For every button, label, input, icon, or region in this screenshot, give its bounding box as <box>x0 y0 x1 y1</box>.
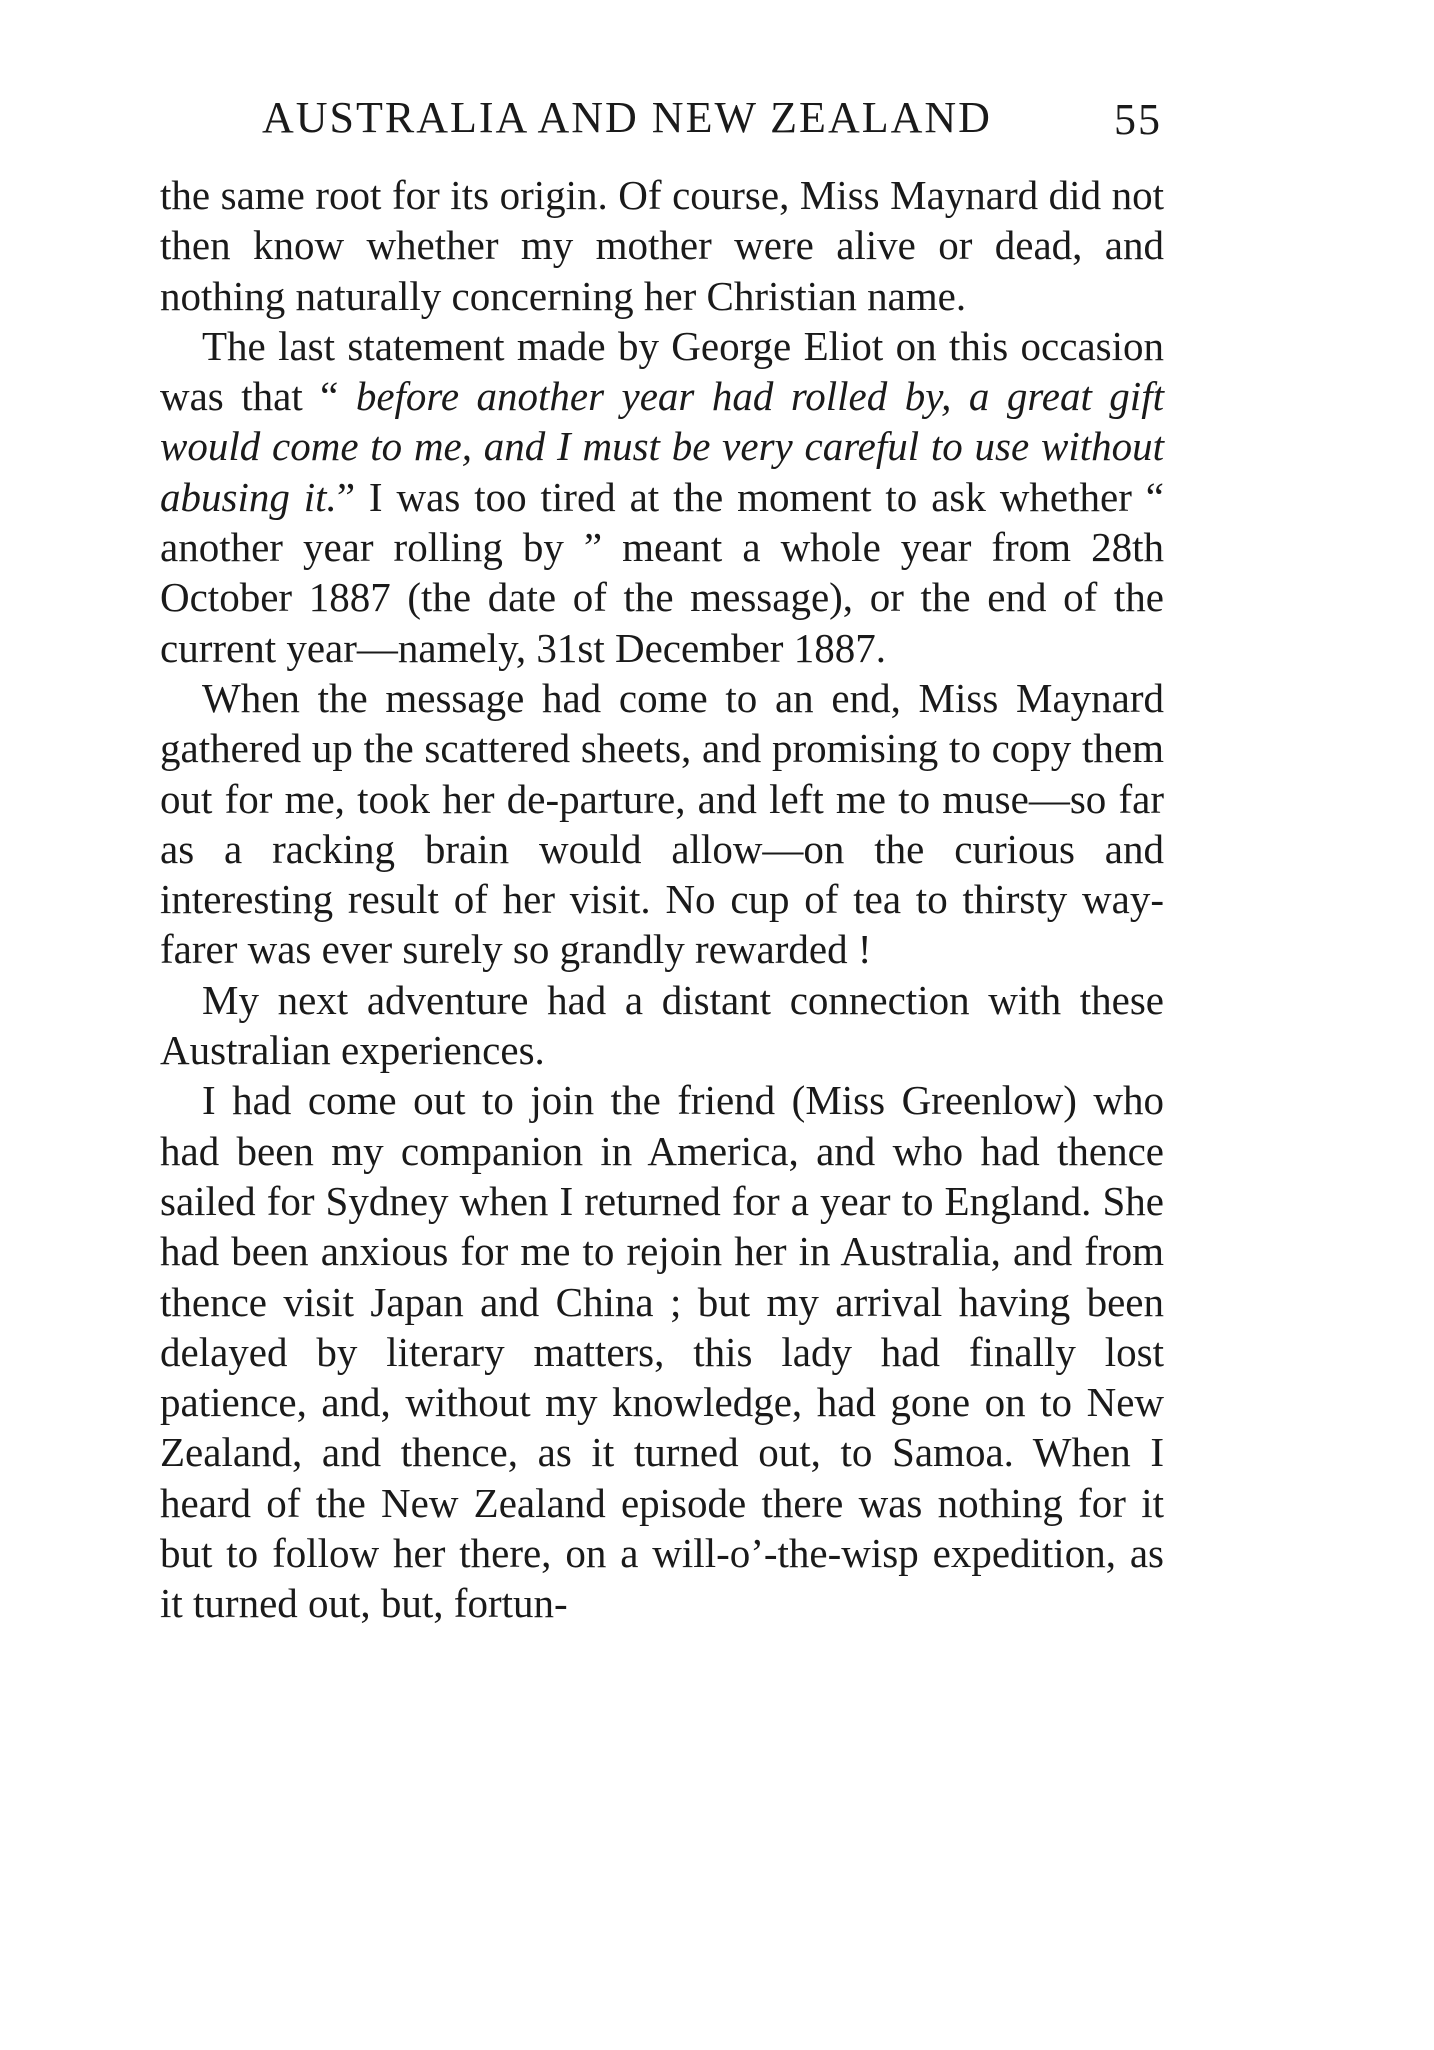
paragraph <box>160 321 1164 673</box>
italic-quotation: before another year had rolled by, a great gift would come to me, and I must be very careful to use without abusing it. <box>160 373 1164 520</box>
paragraph-text: When the message had come to an end, Miss Maynard gathered up the scattered sheets, and promising to copy them out for me, took her de-parture, and left me to muse—so far as a racking brain would allow—on the curious and interesting result of her visit. No cup of tea to thirsty way-farer was ever surely so grandly rewarded ! <box>160 674 1164 973</box>
running-title: AUSTRALIA AND NEW ZEALAND <box>262 93 992 142</box>
paragraph <box>160 1075 1164 1628</box>
page-number: 55 <box>1114 95 1162 144</box>
paragraph-text: the same root for its origin. Of course, Miss Maynard did not then know whether my mother were alive or dead, and nothing naturally concerning her Christian name. <box>160 172 1164 319</box>
paragraph-text: I had come out to join the friend (Miss Greenlow) who had been my companion in America, and who had thence sailed for Sydney when I returned for a year to England. She had been anxious for me to rejoin her in Australia, and from thence visit Japan and China ; but my arrival having been delayed by literary matters, this lady had finally lost patience, and, without my knowledge, had gone on to New Zealand, and thence, as it turned out, to Samoa. When I heard of the New Zealand episode there was nothing for it but to follow her there, on a will-o’-the-wisp expedition, as it turned out, but, fortun- <box>160 1077 1164 1627</box>
paragraph-text: My next adventure had a distant connection with these Australian experiences. <box>160 976 1164 1074</box>
paragraph-continued <box>160 170 1164 321</box>
paragraph <box>160 673 1164 975</box>
paragraph-text: The last statement made by George Eliot on this occasion was that “ <box>160 322 1164 420</box>
body-text <box>160 170 1164 1629</box>
running-head <box>262 92 1162 152</box>
paragraph <box>160 975 1164 1076</box>
paragraph-text: ” I was too tired at the moment to ask whether “ another year rolling by ” meant a whole year from 28th October 1887 (the date of the message), or the end of the current year—namely, 31st December 1887. <box>160 473 1164 671</box>
